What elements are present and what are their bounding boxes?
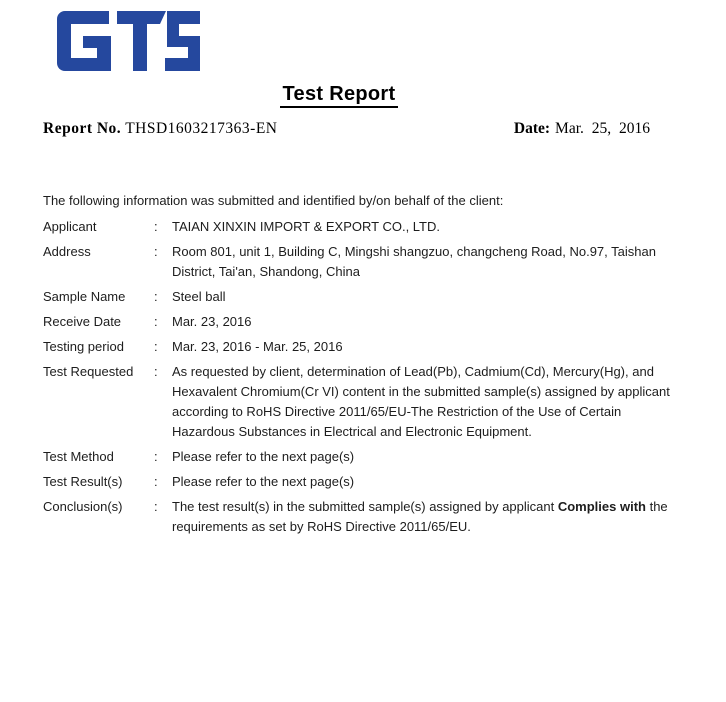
field-colon: : (154, 314, 158, 329)
report-number-value: THSD1603217363-EN (125, 120, 278, 137)
field-label: Test Requested (43, 364, 134, 379)
field-label: Test Result(s) (43, 474, 123, 489)
field-label: Sample Name (43, 289, 126, 304)
field-value: As requested by client, determination of Lead(Pb), Cadmium(Cd), Mercury(Hg), and Hexavalent Chromium(Cr VI) content in the submitted sample(s) assigned by applicant according to RoHS Directive 2011/65/EU-The Restriction of the Use of Certain Hazardous Substances in Electrical and Electronic Equipment. (172, 364, 670, 439)
field-label: Address (43, 244, 91, 259)
table-row-address (43, 242, 687, 282)
field-value: Room 801, unit 1, Building C, Mingshi shangzuo, changcheng Road, No.97, Taishan District, Tai'an, Shandong, China (172, 244, 656, 279)
field-colon: : (154, 449, 158, 464)
report-date (514, 120, 650, 138)
table-row-test-result (43, 472, 687, 492)
report-meta-row (0, 108, 726, 138)
field-colon: : (154, 289, 158, 304)
field-value: Mar. 23, 2016 - Mar. 25, 2016 (172, 339, 343, 354)
conclusion-text-post: the requirements as set by RoHS Directive 2011/65/EU. (172, 499, 668, 534)
field-label: Receive Date (43, 314, 122, 329)
table-row-testing-period (43, 337, 687, 357)
page-title: Test Report (280, 84, 399, 108)
intro-text: The following information was submitted and identified by/on behalf of the client: (43, 193, 504, 208)
conclusion-text-pre: The test result(s) in the submitted sample(s) assigned by applicant (172, 499, 558, 514)
field-colon: : (154, 339, 158, 354)
table-row-applicant (43, 217, 687, 237)
header-logo-row (0, 0, 726, 71)
field-colon: : (154, 499, 158, 514)
field-label: Conclusion(s) (43, 499, 123, 514)
field-value (172, 497, 687, 537)
report-date-value: Mar. 25, 2016 (555, 120, 650, 137)
field-label: Test Method (43, 449, 114, 464)
report-number-label: Report No. (43, 120, 122, 137)
report-date-label: Date: (513, 120, 551, 137)
report-number (43, 120, 278, 138)
table-row-test-requested (43, 362, 687, 442)
field-value: Steel ball (172, 289, 226, 304)
field-colon: : (154, 474, 158, 489)
table-row-conclusion (43, 497, 687, 537)
field-value: Mar. 23, 2016 (172, 314, 252, 329)
field-label: Applicant (43, 219, 97, 234)
field-label: Testing period (43, 339, 124, 354)
field-value: TAIAN XINXIN IMPORT & EXPORT CO., LTD. (172, 219, 440, 234)
field-value: Please refer to the next page(s) (172, 474, 355, 489)
field-colon: : (154, 219, 158, 234)
table-row-sample-name (43, 287, 687, 307)
title-row (0, 84, 726, 108)
field-colon: : (154, 364, 158, 379)
table-row-receive-date (43, 312, 687, 332)
client-info-table (0, 217, 726, 537)
conclusion-text-bold: Complies with (557, 499, 646, 514)
field-colon: : (154, 244, 158, 259)
table-row-test-method (43, 447, 687, 467)
gts-logo-icon (57, 11, 200, 71)
field-value: Please refer to the next page(s) (172, 449, 355, 464)
